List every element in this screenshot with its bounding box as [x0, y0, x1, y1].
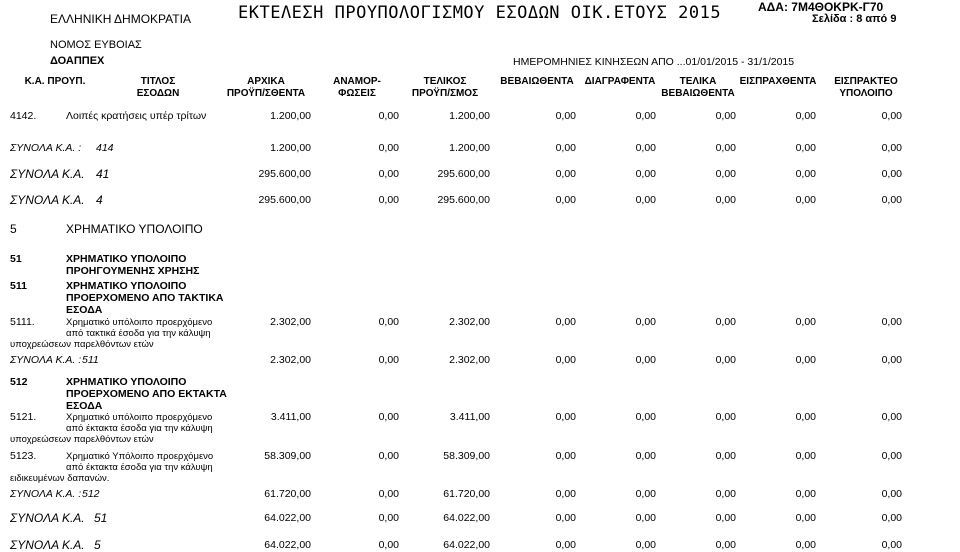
- section-title: ΧΡΗΜΑΤΙΚΟ ΥΠΟΛΟΙΠΟ: [66, 222, 203, 236]
- total-s414-value-7: 0,00: [795, 142, 816, 154]
- row-r5111-value-3: 2.302,00: [449, 316, 490, 328]
- total-s511-value-1: 2.302,00: [270, 354, 311, 366]
- total-s51-value-8: 0,00: [881, 512, 902, 524]
- total-s5-value-7: 0,00: [795, 539, 816, 551]
- row-title-line1: Χρηματικό υπόλοιπο προερχόμενο: [66, 412, 213, 423]
- total-s51-value-4: 0,00: [555, 512, 576, 524]
- row-title-line3: υποχρεώσεων παρελθόντων ετών: [10, 339, 154, 350]
- total-s4-value-3: 295.600,00: [437, 194, 490, 206]
- col-header-adjustments: ΑΝΑΜΟΡ- ΦΩΣΕΙΣ: [333, 76, 381, 99]
- total-s414-value-4: 0,00: [555, 142, 576, 154]
- row-r5123-value-3: 58.309,00: [443, 450, 490, 462]
- total-label: ΣΥΝΟΛΑ Κ.Α.: [10, 511, 85, 525]
- total-s4-value-6: 0,00: [715, 194, 736, 206]
- row-code: 5111.: [10, 316, 35, 328]
- row-title-line2: από τακτικά έσοδα για την κάλυψη: [66, 328, 211, 339]
- total-s41-value-8: 0,00: [881, 168, 902, 180]
- row-r5121-value-3: 3.411,00: [449, 411, 490, 423]
- row-title-line1: Χρηματικό Υπόλοιπο προερχόμενο: [66, 451, 214, 462]
- group-title-line2: ΠΡΟΗΓΟΥΜΕΝΗΣ ΧΡΗΣΗΣ: [66, 265, 200, 277]
- row-code: 5123.: [10, 450, 37, 462]
- total-s4-value-2: 0,00: [378, 194, 399, 206]
- total-s5-value-2: 0,00: [378, 539, 399, 551]
- group-title-line2: ΠΡΟΕΡΧΟΜΕΝΟ ΑΠΟ ΕΚΤΑΚΤΑ: [66, 388, 227, 400]
- group-title-line3: ΕΣΟΔΑ: [66, 400, 103, 412]
- total-s512-value-1: 61.720,00: [264, 488, 311, 500]
- total-s4-value-4: 0,00: [555, 194, 576, 206]
- col-header-receivable: ΕΙΣΠΡΑΚΤΕΟ ΥΠΟΛΟΙΠΟ: [834, 76, 898, 99]
- row-r5123-value-7: 0,00: [795, 450, 816, 462]
- total-s5-value-1: 64.022,00: [264, 539, 311, 551]
- row-r5121-value-2: 0,00: [378, 411, 399, 423]
- row-r4142-value-6: 0,00: [715, 110, 736, 122]
- total-s41-value-2: 0,00: [378, 168, 399, 180]
- row-title-line2: από έκτακτα έσοδα για την κάλυψη: [66, 423, 213, 434]
- total-code: 5: [94, 538, 101, 552]
- total-s51-value-3: 64.022,00: [443, 512, 490, 524]
- group-code: 512: [10, 376, 28, 388]
- total-code: 51: [94, 511, 108, 525]
- row-r5123-value-8: 0,00: [881, 450, 902, 462]
- row-r5111-value-7: 0,00: [795, 316, 816, 328]
- section-code: 5: [10, 222, 17, 236]
- total-s512-value-8: 0,00: [881, 488, 902, 500]
- total-s5-value-4: 0,00: [555, 539, 576, 551]
- row-title-line3: υποχρεώσεων παρελθόντων ετών: [10, 434, 154, 445]
- row-r5111-value-2: 0,00: [378, 316, 399, 328]
- total-s41-value-7: 0,00: [795, 168, 816, 180]
- row-r5123-value-1: 58.309,00: [264, 450, 311, 462]
- row-r4142-value-3: 1.200,00: [449, 110, 490, 122]
- page-indicator: Σελίδα : 8 από 9: [812, 13, 897, 25]
- row-r5111-value-6: 0,00: [715, 316, 736, 328]
- col-header-confirmed: ΒΕΒΑΙΩΘΕΝΤΑ: [500, 76, 574, 87]
- group-code: 51: [10, 253, 22, 265]
- col-header-collected: ΕΙΣΠΡΑΧΘΕΝΤΑ: [739, 76, 817, 87]
- total-label: ΣΥΝΟΛΑ Κ.Α. :: [10, 142, 82, 154]
- total-s511-value-4: 0,00: [555, 354, 576, 366]
- col-header-title: ΤΙΤΛΟΣ ΕΣΟΔΩΝ: [136, 76, 180, 99]
- total-s414-value-3: 1.200,00: [449, 142, 490, 154]
- total-s511-value-8: 0,00: [881, 354, 902, 366]
- total-s41-value-5: 0,00: [635, 168, 656, 180]
- row-r5121-value-1: 3.411,00: [270, 411, 311, 423]
- group-code: 511: [10, 280, 27, 292]
- total-s4-value-7: 0,00: [795, 194, 816, 206]
- col-header-final-confirmed: ΤΕΛΙΚΑ ΒΕΒΑΙΩΘΕΝΤΑ: [661, 76, 735, 99]
- report-title: ΕΚΤΕΛΕΣΗ ΠΡΟΥΠΟΛΟΓΙΣΜΟΥ ΕΣΟΔΩΝ ΟΙΚ.ΕΤΟΥΣ 2015: [238, 3, 722, 23]
- organization-label: ΔΟΑΠΠΕΧ: [50, 55, 105, 67]
- total-s51-value-2: 0,00: [378, 512, 399, 524]
- nomos-label: ΝΟΜΟΣ ΕΥΒΟΙΑΣ: [50, 39, 142, 51]
- total-s5-value-5: 0,00: [635, 539, 656, 551]
- group-title-line2: ΠΡΟΕΡΧΟΜΕΝΟ ΑΠΟ ΤΑΚΤΙΚΑ: [66, 292, 224, 304]
- total-code: 4: [96, 193, 103, 207]
- row-r5123-value-2: 0,00: [378, 450, 399, 462]
- group-title-line1: ΧΡΗΜΑΤΙΚΟ ΥΠΟΛΟΙΠΟ: [66, 253, 187, 265]
- total-s511-value-7: 0,00: [795, 354, 816, 366]
- col-header-final-budget: ΤΕΛΙΚΟΣ ΠΡΟΫΠ/ΣΜΟΣ: [411, 76, 479, 99]
- total-s512-value-7: 0,00: [795, 488, 816, 500]
- total-s414-value-5: 0,00: [635, 142, 656, 154]
- date-range: ΗΜΕΡΟΜΗΝΙΕΣ ΚΙΝΗΣΕΩΝ ΑΠΟ ...01/01/2015 - 31/1/2015: [513, 56, 795, 68]
- group-title-line1: ΧΡΗΜΑΤΙΚΟ ΥΠΟΛΟΙΠΟ: [66, 280, 187, 292]
- total-s51-value-7: 0,00: [795, 512, 816, 524]
- total-code: 511: [82, 354, 99, 366]
- row-r5121-value-5: 0,00: [635, 411, 656, 423]
- total-s4-value-8: 0,00: [881, 194, 902, 206]
- row-title: Λοιπές κρατήσεις υπέρ τρίτων: [66, 110, 207, 122]
- row-r5111-value-4: 0,00: [555, 316, 576, 328]
- group-title-line1: ΧΡΗΜΑΤΙΚΟ ΥΠΟΛΟΙΠΟ: [66, 376, 187, 388]
- row-r5111-value-5: 0,00: [635, 316, 656, 328]
- row-r4142-value-1: 1.200,00: [270, 110, 311, 122]
- total-s414-value-2: 0,00: [378, 142, 399, 154]
- row-r4142-value-2: 0,00: [378, 110, 399, 122]
- total-s512-value-4: 0,00: [555, 488, 576, 500]
- total-s511-value-6: 0,00: [715, 354, 736, 366]
- total-s4-value-1: 295.600,00: [258, 194, 311, 206]
- total-s51-value-1: 64.022,00: [264, 512, 311, 524]
- row-r5123-value-6: 0,00: [715, 450, 736, 462]
- total-s414-value-6: 0,00: [715, 142, 736, 154]
- row-r5121-value-4: 0,00: [555, 411, 576, 423]
- total-label: ΣΥΝΟΛΑ Κ.Α. :: [10, 354, 82, 366]
- total-s41-value-6: 0,00: [715, 168, 736, 180]
- row-code: 5121.: [10, 411, 37, 423]
- row-title-line2: από έκτακτα έσοδα για την κάλυψη: [66, 462, 213, 473]
- col-header-deleted: ΔΙΑΓΡΑΦΕΝΤΑ: [584, 76, 656, 87]
- total-code: 414: [96, 142, 114, 154]
- row-r5121-value-6: 0,00: [715, 411, 736, 423]
- col-header-initial: ΑΡΧΙΚΑ ΠΡΟΫΠ/ΣΘΕΝΤΑ: [226, 76, 306, 99]
- row-r4142-value-4: 0,00: [555, 110, 576, 122]
- total-s4-value-5: 0,00: [635, 194, 656, 206]
- total-s51-value-5: 0,00: [635, 512, 656, 524]
- row-r5121-value-7: 0,00: [795, 411, 816, 423]
- row-title-line3: ειδικευμένων δαπανών.: [10, 473, 110, 484]
- total-s41-value-4: 0,00: [555, 168, 576, 180]
- row-title-line1: Χρηματικό υπόλοιπο προερχόμενο: [66, 317, 213, 328]
- col-header-code: Κ.Α. ΠΡΟΥΠ.: [24, 76, 86, 87]
- total-s512-value-3: 61.720,00: [443, 488, 490, 500]
- total-code: 41: [96, 167, 110, 181]
- row-r5123-value-4: 0,00: [555, 450, 576, 462]
- total-s512-value-6: 0,00: [715, 488, 736, 500]
- row-r5123-value-5: 0,00: [635, 450, 656, 462]
- total-s414-value-8: 0,00: [881, 142, 902, 154]
- row-r4142-value-5: 0,00: [635, 110, 656, 122]
- row-r5121-value-8: 0,00: [881, 411, 902, 423]
- total-label: ΣΥΝΟΛΑ Κ.Α.: [10, 167, 85, 181]
- row-code: 4142.: [10, 110, 37, 122]
- total-s511-value-5: 0,00: [635, 354, 656, 366]
- republic-label: ΕΛΛΗΝΙΚΗ ΔΗΜΟΚΡΑΤΙΑ: [50, 12, 191, 26]
- total-s41-value-1: 295.600,00: [258, 168, 311, 180]
- total-s414-value-1: 1.200,00: [270, 142, 311, 154]
- row-r5111-value-8: 0,00: [881, 316, 902, 328]
- total-s51-value-6: 0,00: [715, 512, 736, 524]
- total-s511-value-3: 2.302,00: [449, 354, 490, 366]
- total-s41-value-3: 295.600,00: [437, 168, 490, 180]
- group-title-line3: ΕΣΟΔΑ: [66, 304, 103, 316]
- row-r4142-value-7: 0,00: [795, 110, 816, 122]
- total-s5-value-8: 0,00: [881, 539, 902, 551]
- total-code: 512: [82, 488, 100, 500]
- row-r4142-value-8: 0,00: [881, 110, 902, 122]
- total-s511-value-2: 0,00: [378, 354, 399, 366]
- total-s5-value-6: 0,00: [715, 539, 736, 551]
- total-label: ΣΥΝΟΛΑ Κ.Α. :: [10, 488, 82, 500]
- total-label: ΣΥΝΟΛΑ Κ.Α.: [10, 193, 85, 207]
- total-s512-value-2: 0,00: [378, 488, 399, 500]
- total-s5-value-3: 64.022,00: [443, 539, 490, 551]
- total-s512-value-5: 0,00: [635, 488, 656, 500]
- ada-code: ΑΔΑ: 7Μ4ΘΟΚΡΚ-Γ70: [758, 0, 884, 14]
- row-r5111-value-1: 2.302,00: [270, 316, 311, 328]
- total-label: ΣΥΝΟΛΑ Κ.Α.: [10, 538, 85, 552]
